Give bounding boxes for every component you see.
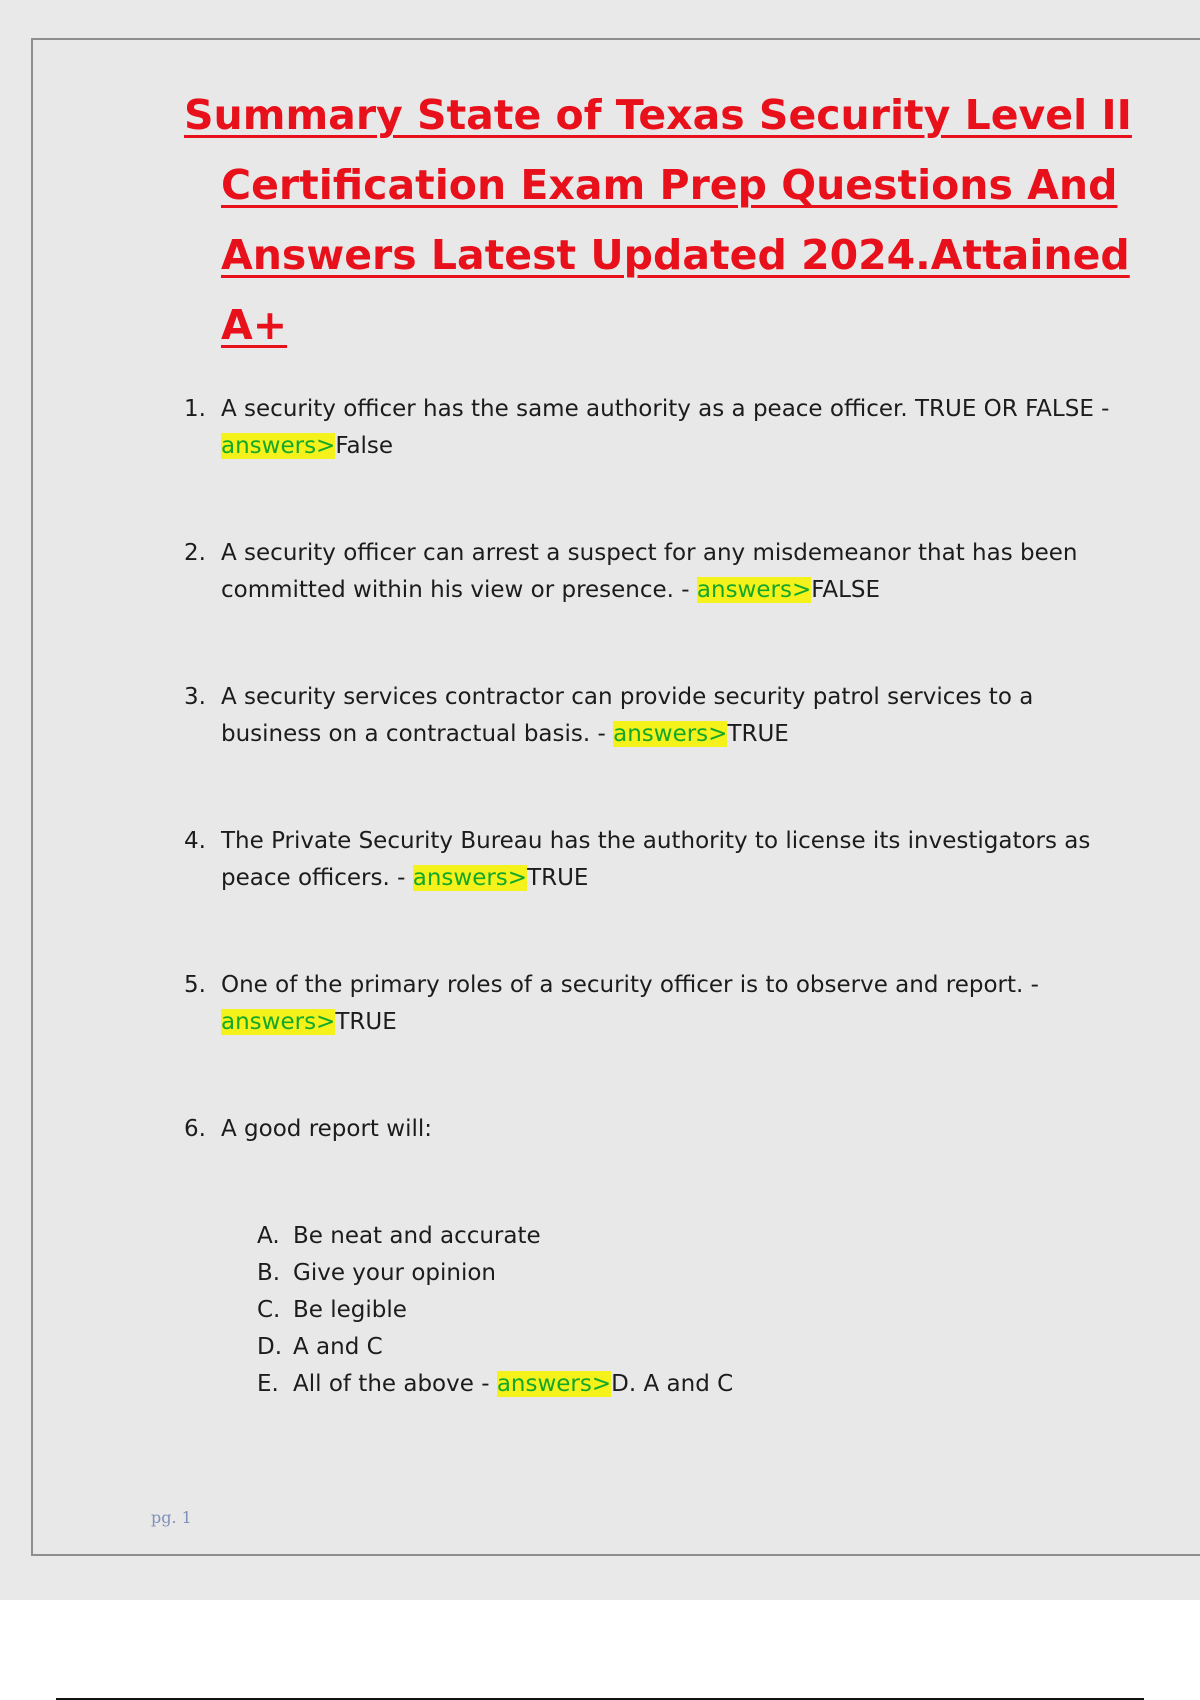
question-item (184, 391, 1124, 465)
answer-value: TRUE (727, 721, 789, 747)
option-text: Be neat and accurate (293, 1223, 541, 1249)
option-list (257, 1218, 1124, 1403)
question-text: A security services contractor can provide security patrol services to a business on a contractual basis. - (221, 684, 1034, 747)
option-letter: E. (257, 1371, 279, 1397)
answer-tag: answers> (496, 1371, 612, 1397)
question-item (184, 967, 1124, 1041)
question-text: A good report will: (221, 1116, 432, 1142)
option-text: Be legible (293, 1297, 407, 1323)
page-number: pg. 1 (151, 1508, 192, 1527)
question-list (184, 391, 1124, 1403)
option-letter: B. (257, 1260, 281, 1286)
answer-value: D. A and C (611, 1371, 734, 1397)
question-text: The Private Security Bureau has the authority to license its investigators as peace officers. - (221, 828, 1091, 891)
answer-value: TRUE (527, 865, 589, 891)
option-item (257, 1218, 1124, 1255)
option-letter: D. (257, 1334, 283, 1360)
option-text: All of the above - (293, 1371, 490, 1397)
answer-value: False (335, 433, 394, 459)
answer-tag: answers> (613, 721, 728, 747)
question-text: A security officer has the same authority as a peace officer. TRUE OR FALSE - (221, 396, 1110, 422)
question-text: One of the primary roles of a security officer is to observe and report. - (221, 972, 1039, 998)
option-item (257, 1366, 1124, 1403)
option-letter: C. (257, 1297, 281, 1323)
answer-value: TRUE (335, 1009, 397, 1035)
question-number: 4. (184, 828, 206, 854)
option-text: Give your opinion (293, 1260, 496, 1286)
question-number: 2. (184, 540, 206, 566)
option-item (257, 1255, 1124, 1292)
question-number: 3. (184, 684, 206, 710)
question-text: A security officer can arrest a suspect for any misdemeanor that has been committed within his view or presence. - (221, 540, 1078, 603)
option-letter: A. (257, 1223, 280, 1249)
document-page (31, 38, 1200, 1556)
option-text: A and C (293, 1334, 383, 1360)
question-number: 6. (184, 1116, 206, 1142)
answer-tag: answers> (412, 865, 528, 891)
question-number: 1. (184, 396, 206, 422)
question-item (184, 535, 1124, 609)
question-item (184, 823, 1124, 897)
document-title: Summary State of Texas Security Level II Certification Exam Prep Questions And Answers Latest Updated 2024.Attained A+ (184, 91, 1132, 349)
option-item (257, 1292, 1124, 1329)
answer-tag: answers> (696, 577, 812, 603)
question-item (184, 1111, 1124, 1403)
answer-value: FALSE (811, 577, 881, 603)
option-item (257, 1329, 1124, 1366)
answer-tag: answers> (221, 1009, 336, 1035)
answer-tag: answers> (221, 433, 336, 459)
question-item (184, 679, 1124, 753)
question-number: 5. (184, 972, 206, 998)
